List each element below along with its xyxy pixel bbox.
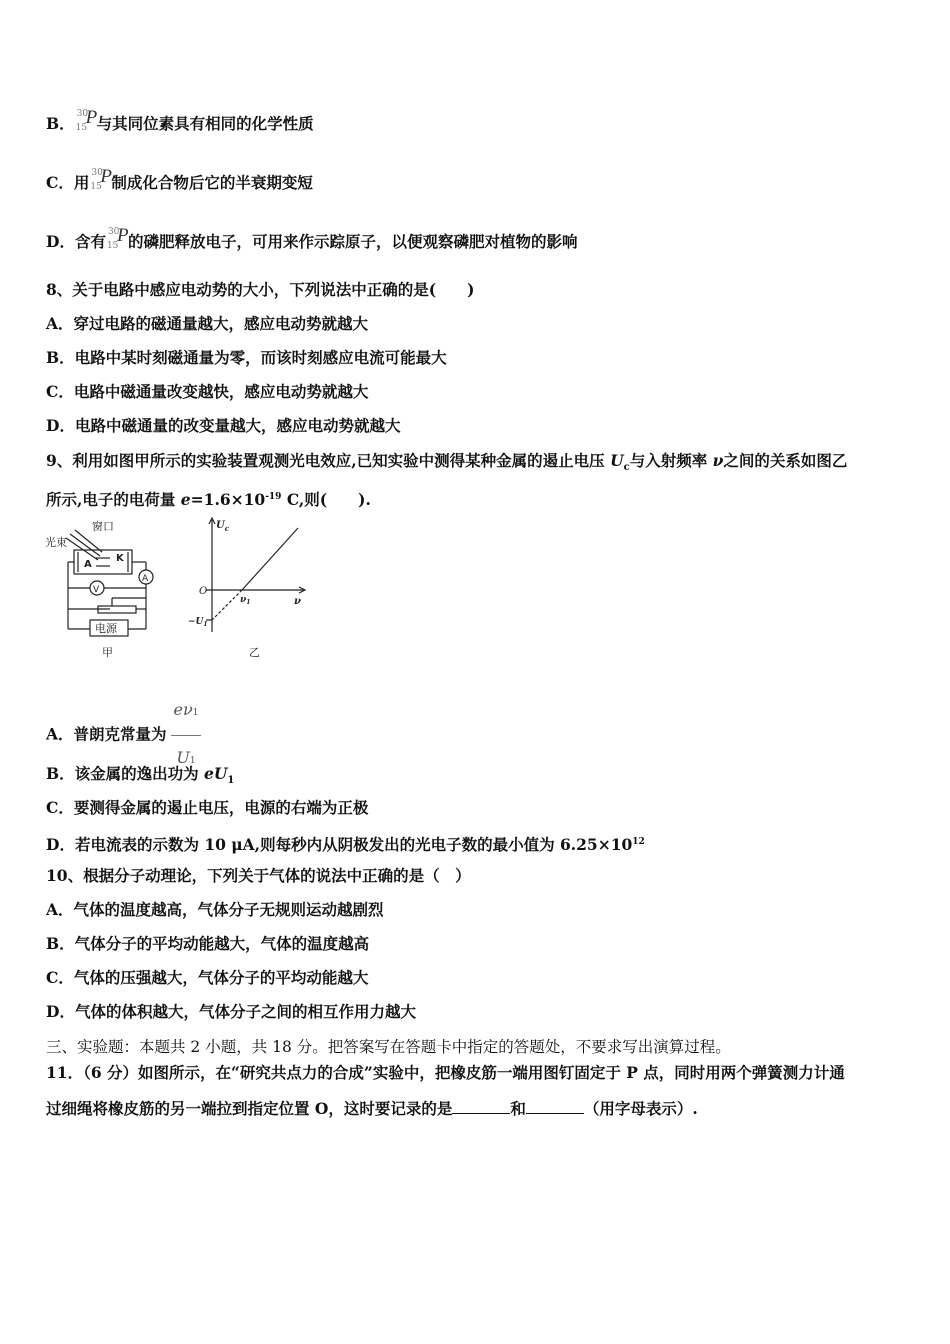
- caption-yi: 乙: [249, 646, 260, 659]
- label-cathode: K: [116, 553, 124, 564]
- stopping-voltage-graph: [186, 514, 316, 662]
- q9-option-d: D．若电流表的示数为 10 μA,则每秒内从阴极发出的光电子数的最小值为 $6.25\times 10^{12}$: [46, 835, 645, 855]
- q8-stem: 8、关于电路中感应电动势的大小，下列说法中正确的是( ): [46, 280, 475, 299]
- apparatus-figure: [40, 514, 170, 662]
- nuclide-p30: 30 15 P: [75, 107, 98, 133]
- x-intercept-label: $\nu_1$: [240, 595, 251, 606]
- q8-option-c: C．电路中磁通量改变越快，感应电动势就越大: [46, 382, 369, 401]
- x-axis-label: ν: [294, 596, 301, 607]
- q7-option-d: D．含有 30 15 P 的磷肥释放电子，可用来作示踪原子，以便观察磷肥对植物的影响: [46, 225, 578, 251]
- q9-option-a: A．普朗克常量为 $\frac{e\nu 1}{U1}$: [46, 688, 201, 783]
- q9-option-b: B．该金属的逸出功为 $eU_1$: [46, 764, 235, 787]
- q10-option-d: D．气体的体积越大，气体分子之间的相互作用力越大: [46, 1002, 416, 1021]
- fraction: $\frac{e\nu 1}{U1}$: [171, 688, 202, 783]
- q9-stem-line2: 所示,电子的电荷量 $e=1.6\times 10^{-19}$ C,则( ).: [46, 490, 371, 510]
- q10-option-b: B．气体分子的平均动能越大，气体的温度越高: [46, 934, 370, 953]
- label-window: 窗口: [92, 520, 114, 533]
- q10-stem: 10、根据分子动理论，下列关于气体的说法中正确的是（ ）: [46, 866, 471, 885]
- label-voltmeter: V: [93, 585, 100, 595]
- q8-option-d: D．电路中磁通量的改变量越大，感应电动势就越大: [46, 416, 401, 435]
- q11-line2: 过细绳将橡皮筋的另一端拉到指定位置 O，这时要记录的是 和 （用字母表示）.: [46, 1099, 698, 1118]
- nuclide-p30: 30 15 P: [90, 166, 112, 192]
- nuclide-p30: 30 15 P: [106, 225, 129, 251]
- label-power-supply: 电源: [95, 622, 117, 635]
- answer-blank-2[interactable]: [526, 1099, 584, 1114]
- q9-option-c: C．要测得金属的遏止电压，电源的右端为正极: [46, 798, 369, 817]
- q8-option-b: B．电路中某时刻磁通量为零，而该时刻感应电流可能最大: [46, 348, 447, 367]
- data-line: [242, 528, 298, 590]
- q7-option-b: B． 30 15 P 与其同位素具有相同的化学性质: [46, 107, 314, 133]
- light-beam-line: [66, 538, 98, 560]
- label-ammeter: A: [142, 574, 149, 584]
- origin-label: O: [199, 586, 208, 597]
- section-3-heading: 三、实验题：本题共 2 小题，共 18 分。把答案写在答题卡中指定的答题处，不要求写出演算过程。: [46, 1038, 731, 1056]
- label-light-beam: 光束: [45, 536, 67, 549]
- answer-blank-1[interactable]: [452, 1099, 510, 1114]
- q9-stem-line1: 9、利用如图甲所示的实验装置观测光电效应,已知实验中测得某种金属的遏止电压 $U_c$与入射频率 ν之间的关系如图乙: [46, 451, 848, 474]
- y-axis-label: $U_c$: [216, 520, 229, 533]
- q11-line1: 11．（6 分）如图所示，在“研究共点力的合成”实验中，把橡皮筋一端用图钉固定于 P 点，同时用两个弹簧测力计通: [46, 1063, 845, 1082]
- label-anode: A: [84, 559, 92, 570]
- caption-jia: 甲: [102, 646, 113, 659]
- y-intercept-label: $-U_1$: [188, 617, 208, 628]
- q7-option-c: C．用 30 15 P 制成化合物后它的半衰期变短: [46, 166, 313, 192]
- extrapolated-line: [212, 590, 242, 620]
- q8-option-a: A．穿过电路的磁通量越大，感应电动势就越大: [46, 314, 369, 333]
- q10-option-c: C．气体的压强越大，气体分子的平均动能越大: [46, 968, 369, 987]
- q10-option-a: A．气体的温度越高，气体分子无规则运动越剧烈: [46, 900, 384, 919]
